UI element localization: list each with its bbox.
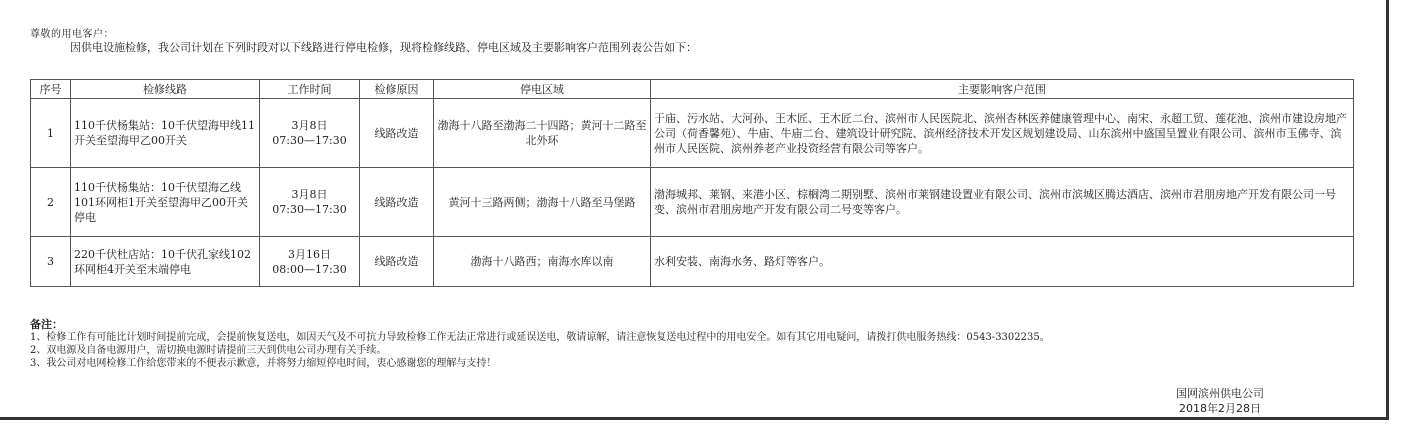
cell-reason: 线路改造 bbox=[360, 99, 434, 168]
cell-customers: 渤海城邦、莱钢、来港小区、棕榈湾二期别墅、滨州市莱钢建设置业有限公司、滨州市滨城区腾达酒店、滨州市君朋房地产开发有限公司一号变、滨州市君朋房地产开发有限公司二号变等客户。 bbox=[651, 168, 1354, 237]
signature-company: 国网滨州供电公司 bbox=[1176, 387, 1264, 400]
cell-time bbox=[260, 99, 360, 168]
note-item-1: 1、检修工作有可能比计划时间提前完成，会提前恢复送电，如因天气及不可抗力导致检修工作无法正常进行或延误送电，敬请谅解，请注意恢复送电过程中的用电安全。如有其它用电疑问，请拨打供电服务热线：0543-3302235。 bbox=[30, 332, 1050, 343]
cell-time bbox=[260, 168, 360, 237]
cell-hours: 07:30—17:30 bbox=[272, 134, 347, 147]
cell-reason: 线路改造 bbox=[360, 237, 434, 287]
header-time: 工作时间 bbox=[260, 80, 360, 99]
cell-area: 黄河十三路两侧；渤海十八路至马堡路 bbox=[434, 168, 651, 237]
notes-title: 备注： bbox=[30, 318, 63, 331]
table-row bbox=[31, 168, 1354, 237]
signature-date: 2018年2月28日 bbox=[1179, 402, 1261, 415]
header-line: 检修线路 bbox=[71, 80, 260, 99]
cell-date: 3月8日 bbox=[291, 188, 328, 201]
cell-line: 220千伏杜店站：10千伏孔家线102环网柜4开关至末端停电 bbox=[71, 237, 260, 287]
cell-hours: 08:00—17:30 bbox=[272, 262, 347, 276]
cell-customers: 水利安装、南海水务、路灯等客户。 bbox=[651, 237, 1354, 287]
cell-line: 110千伏杨集站：10千伏望海乙线101环网柜1开关至望海甲乙00开关停电 bbox=[71, 168, 260, 237]
cell-area: 渤海十八路至渤海二十四路；黄河十二路至北外环 bbox=[434, 99, 651, 168]
table-row bbox=[31, 99, 1354, 168]
cell-time bbox=[260, 237, 360, 287]
header-reason: 检修原因 bbox=[360, 80, 434, 99]
outage-table bbox=[30, 79, 1354, 287]
cell-area: 渤海十八路西；南海水库以南 bbox=[434, 237, 651, 287]
header-no: 序号 bbox=[31, 80, 71, 99]
header-area: 停电区域 bbox=[434, 80, 651, 99]
cell-date: 3月8日 bbox=[291, 119, 328, 132]
cell-no: 2 bbox=[31, 168, 71, 237]
intro-paragraph: 因供电设施检修，我公司计划在下列时段对以下线路进行停电检修，现将检修线路、停电区域及主要影响客户范围列表公告如下： bbox=[70, 41, 697, 54]
note-item-2: 2、双电源及自备电源用户，需切换电源时请提前三天到供电公司办理有关手续。 bbox=[30, 345, 387, 356]
cell-no: 1 bbox=[31, 99, 71, 168]
table-row bbox=[31, 237, 1354, 287]
cell-date: 3月16日 bbox=[288, 247, 331, 261]
signature-block bbox=[1160, 386, 1280, 416]
cell-no: 3 bbox=[31, 237, 71, 287]
greeting: 尊敬的用电客户： bbox=[30, 29, 114, 40]
cell-hours: 07:30—17:30 bbox=[272, 203, 347, 216]
cell-reason: 线路改造 bbox=[360, 168, 434, 237]
cell-line: 110千伏杨集站：10千伏望海甲线11开关至望海甲乙00开关 bbox=[71, 99, 260, 168]
cell-customers: 于庙、污水站、大河孙、王木匠、王木匠二台、滨州市人民医院北、滨州杏林医养健康管理中心、南宋、永超工贸、莲花池、滨州市建设房地产公司（荷香馨苑）、牛庙、牛庙二台、建筑设计研究院、滨州经济技术开发区规划建设局、山东滨州中盛国呈置业有限公司、滨州市玉佛寺、滨州市人民医院、滨州养老产业投资经营有限公司等客户。 bbox=[651, 99, 1354, 168]
notes-section bbox=[30, 318, 1050, 370]
note-item-3: 3、我公司对电网检修工作给您带来的不便表示歉意，并将努力缩短停电时间，衷心感谢您的理解与支持！ bbox=[30, 358, 497, 369]
table-header-row bbox=[31, 80, 1354, 99]
header-customers: 主要影响客户范围 bbox=[651, 80, 1354, 99]
